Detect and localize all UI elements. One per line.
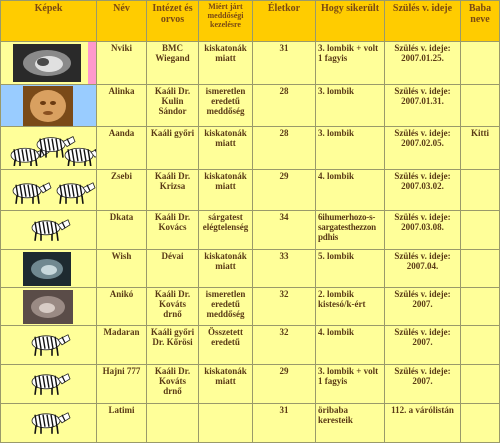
cell-szules: Szülés v. ideje: 2007.03.08. bbox=[385, 211, 461, 250]
cell-szules: 112. a várólistán bbox=[385, 404, 461, 443]
cell-nev: Anikó bbox=[97, 288, 147, 326]
cell-eletkor: 31 bbox=[253, 42, 316, 85]
cell-baba bbox=[461, 211, 500, 250]
cell-eletkor: 33 bbox=[253, 250, 316, 288]
cell-intezet bbox=[147, 404, 199, 443]
cell-baba bbox=[461, 326, 500, 365]
zebra-image bbox=[1, 404, 97, 443]
cell-miert bbox=[199, 404, 253, 443]
cell-baba bbox=[461, 365, 500, 404]
cell-eletkor: 28 bbox=[253, 127, 316, 170]
cell-hogy: 5. lombik bbox=[316, 250, 385, 288]
cell-baba bbox=[461, 288, 500, 326]
table-row bbox=[1, 365, 500, 404]
cell-miert: kiskatonák miatt bbox=[199, 170, 253, 211]
cell-hogy: 4. lombik bbox=[316, 326, 385, 365]
header-intezet: Intézet és orvos bbox=[147, 1, 199, 42]
header-row bbox=[1, 1, 500, 42]
cell-miert: sárgatest elégtelenség bbox=[199, 211, 253, 250]
cell-eletkor: 34 bbox=[253, 211, 316, 250]
cell-hogy: 2. lombik kistesó/k-ért bbox=[316, 288, 385, 326]
table-row bbox=[1, 42, 500, 85]
header-kepek: Képek bbox=[1, 1, 97, 42]
table-row bbox=[1, 288, 500, 326]
cell-szules: Szülés v. ideje: 2007. bbox=[385, 326, 461, 365]
cell-hogy: 6ihumerhozo-s-sargatesthezzon pdhis bbox=[316, 211, 385, 250]
header-szules: Szülés v. ideje bbox=[385, 1, 461, 42]
cell-hogy: 3. lombik bbox=[316, 85, 385, 127]
table-row bbox=[1, 404, 500, 443]
cell-miert: Összetett eredetű bbox=[199, 326, 253, 365]
cell-nev: Madaran bbox=[97, 326, 147, 365]
zebra-image bbox=[1, 211, 97, 250]
cell-eletkor: 32 bbox=[253, 326, 316, 365]
cell-nev: Hajni 777 bbox=[97, 365, 147, 404]
cell-intezet: Kaáli Dr. Kováts drnő bbox=[147, 288, 199, 326]
cell-intezet: Dévai bbox=[147, 250, 199, 288]
zebra-image bbox=[1, 326, 97, 365]
cell-intezet: Kaáli Dr. Kováts drnő bbox=[147, 365, 199, 404]
cell-miert: kiskatonák miatt bbox=[199, 42, 253, 85]
header-hogy: Hogy sikerült bbox=[316, 1, 385, 42]
cell-hogy: öribaba keresteik bbox=[316, 404, 385, 443]
cell-miert: ismeretlen eredetű meddőség bbox=[199, 85, 253, 127]
cell-nev: Latimi bbox=[97, 404, 147, 443]
cell-szules: Szülés v. ideje: 2007.01.25. bbox=[385, 42, 461, 85]
cell-baba bbox=[461, 85, 500, 127]
zebra-image bbox=[1, 365, 97, 404]
cell-baba bbox=[461, 170, 500, 211]
table-row bbox=[1, 211, 500, 250]
cell-baba bbox=[461, 404, 500, 443]
cell-nev: Nviki bbox=[97, 42, 147, 85]
cell-eletkor: 28 bbox=[253, 85, 316, 127]
cell-hogy: 3. lombik + volt 1 fagyis bbox=[316, 42, 385, 85]
cell-miert: kiskatonák miatt bbox=[199, 127, 253, 170]
cell-hogy: 3. lombik bbox=[316, 127, 385, 170]
cell-eletkor: 31 bbox=[253, 404, 316, 443]
cell-szules: Szülés v. ideje: 2007. bbox=[385, 288, 461, 326]
cell-baba: Kitti bbox=[461, 127, 500, 170]
cell-eletkor: 32 bbox=[253, 288, 316, 326]
cell-szules: Szülés v. ideje: 2007.03.02. bbox=[385, 170, 461, 211]
zebra-pair-image bbox=[1, 170, 97, 211]
cell-miert: kiskatonák miatt bbox=[199, 365, 253, 404]
cell-szules: Szülés v. ideje: 2007.02.05. bbox=[385, 127, 461, 170]
cell-intezet: Kaáli győri Dr. Kőrösi bbox=[147, 326, 199, 365]
cell-nev: Aanda bbox=[97, 127, 147, 170]
cell-nev: Wish bbox=[97, 250, 147, 288]
table-row bbox=[1, 127, 500, 170]
header-nev: Név bbox=[97, 1, 147, 42]
zebra-group-image bbox=[1, 127, 97, 170]
header-miert: Miért járt meddőségi kezelésre bbox=[199, 1, 253, 42]
cell-hogy: 3. lombik + volt 1 fagyis bbox=[316, 365, 385, 404]
table-row bbox=[1, 170, 500, 211]
header-baba: Baba neve bbox=[461, 1, 500, 42]
cell-intezet: Kaáli Dr. Kulin Sándor bbox=[147, 85, 199, 127]
baby-3d-ultrasound-image bbox=[1, 85, 97, 127]
table-row bbox=[1, 326, 500, 365]
cell-baba bbox=[461, 250, 500, 288]
cell-intezet: Kaáli Dr. Krizsa bbox=[147, 170, 199, 211]
cell-szules: Szülés v. ideje: 2007.01.31. bbox=[385, 85, 461, 127]
cell-hogy: 4. lombik bbox=[316, 170, 385, 211]
header-eletkor: Életkor bbox=[253, 1, 316, 42]
cell-eletkor: 29 bbox=[253, 365, 316, 404]
table-row bbox=[1, 250, 500, 288]
cell-nev: Zsebi bbox=[97, 170, 147, 211]
ultrasound-image bbox=[1, 250, 97, 288]
ultrasound-image bbox=[1, 42, 97, 85]
ultrasound-image bbox=[1, 288, 97, 326]
cell-intezet: BMC Wiegand bbox=[147, 42, 199, 85]
cell-nev: Alinka bbox=[97, 85, 147, 127]
cell-miert: kiskatonák miatt bbox=[199, 250, 253, 288]
cell-eletkor: 29 bbox=[253, 170, 316, 211]
cell-szules: Szülés v. ideje: 2007.04. bbox=[385, 250, 461, 288]
cell-nev: Dkata bbox=[97, 211, 147, 250]
cell-miert: ismeretlen eredetű meddőség bbox=[199, 288, 253, 326]
cell-szules: Szülés v. ideje: 2007. bbox=[385, 365, 461, 404]
cell-intezet: Kaáli győri bbox=[147, 127, 199, 170]
cell-intezet: Kaáli Dr. Kovács bbox=[147, 211, 199, 250]
table-row bbox=[1, 85, 500, 127]
cell-baba bbox=[461, 42, 500, 85]
